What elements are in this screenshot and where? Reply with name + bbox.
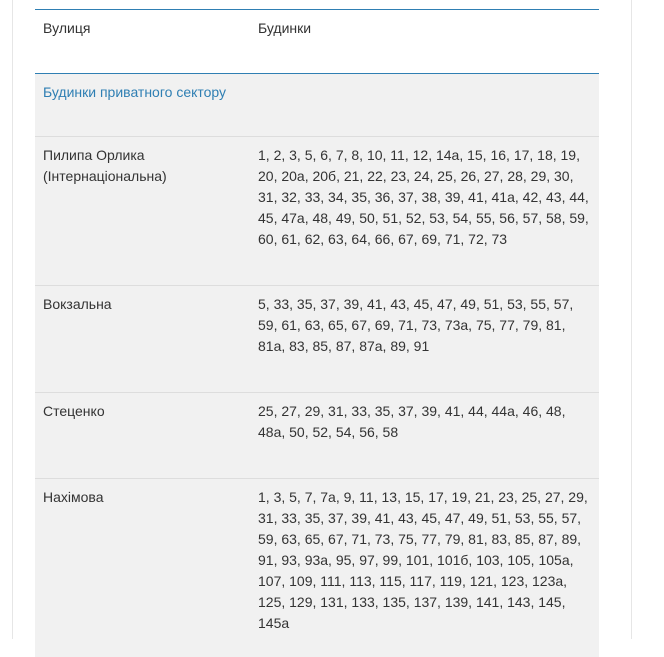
table-header-row [35,10,599,74]
houses-cell: 5, 33, 35, 37, 39, 41, 43, 45, 47, 49, 51, 53, 55, 57, 59, 61, 63, 65, 67, 69, 71, 73, 73а, 75, 77, 79, 81, 81а, 83, 85, 87, 87а, 89, 91 [250,286,599,393]
table-row [35,286,599,393]
street-name: Пилипа Орлика [43,147,145,163]
section-row [35,74,599,137]
table-row [35,393,599,479]
street-cell [35,137,250,286]
houses-cell: 1, 2, 3, 5, 6, 7, 8, 10, 11, 12, 14а, 15, 16, 17, 18, 19, 20, 20а, 20б, 21, 22, 23, 24, 25, 26, 27, 28, 29, 30, 31, 32, 33, 34, 35, 36, 37, 38, 39, 41, 41а, 42, 43, 44, 45, 47а, 48, 49, 50, 51, 52, 53, 54, 55, 56, 57, 58, 59, 60, 61, 62, 63, 64, 66, 67, 69, 71, 72, 73 [250,137,599,286]
header-houses: Будинки [250,10,599,74]
header-street: Вулиця [35,10,250,74]
houses-cell: 1, 3, 5, 7, 7а, 9, 11, 13, 15, 17, 19, 21, 23, 25, 27, 29, 31, 33, 35, 37, 39, 41, 43, 45, 47, 49, 51, 53, 55, 57, 59, 63, 65, 67, 71, 73, 75, 77, 79, 81, 83, 85, 87, 89, 91, 93, 93а, 95, 97, 99, 101, 101б, 103, 105, 105а, 107, 109, 111, 113, 115, 117, 119, 121, 123, 123а, 125, 129, 131, 133, 135, 137, 139, 141, 143, 145, 145а [250,479,599,657]
street-cell: Нахімова [35,479,250,657]
content-border-right [631,0,632,639]
content-border-left [12,0,13,639]
street-former-name: (Інтернаціональна) [43,168,167,184]
table-row [35,137,599,286]
section-title-link[interactable]: Будинки приватного сектору [43,84,226,100]
table-row [35,479,599,657]
houses-cell: 25, 27, 29, 31, 33, 35, 37, 39, 41, 44, 44а, 46, 48, 48а, 50, 52, 54, 56, 58 [250,393,599,479]
street-cell: Стеценко [35,393,250,479]
houses-table [35,9,599,657]
street-cell: Вокзальна [35,286,250,393]
